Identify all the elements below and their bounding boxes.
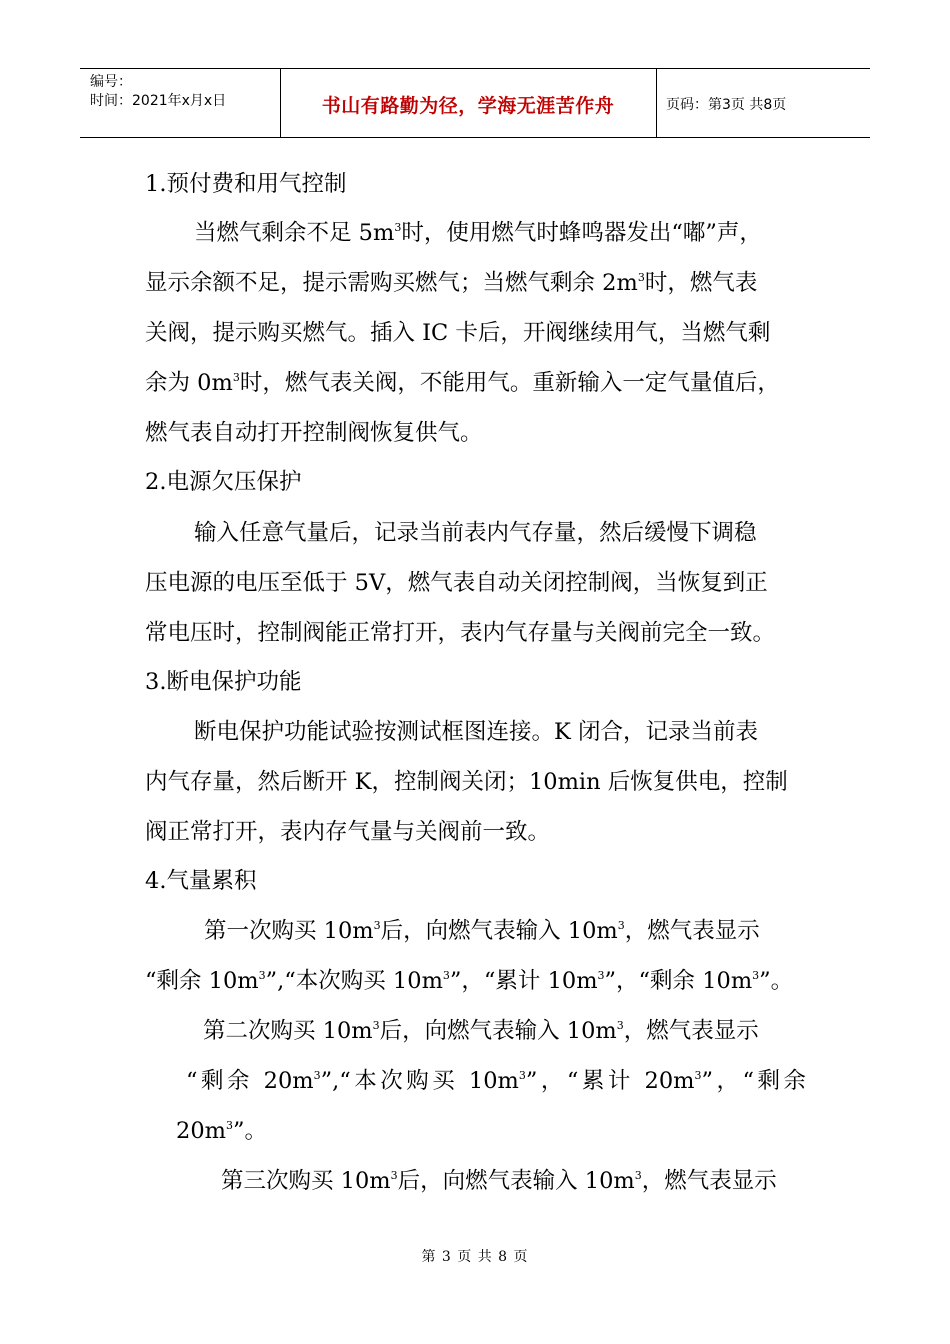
header-meta xyxy=(90,73,226,111)
paragraph-line: 第一次购买 $10m^3$后，向燃气表输入 $10m^3$，燃气表显示 xyxy=(204,918,760,944)
paragraph-line: 常电压时，控制阀能正常打开，表内气存量与关阀前完全一致。 xyxy=(145,620,776,646)
paragraph-line: 断电保护功能试验按测试框图连接。K 闭合，记录当前表 xyxy=(194,719,758,745)
paragraph-line: 第三次购买 $10m^3$后，向燃气表输入 $10m^3$，燃气表显示 xyxy=(221,1168,777,1194)
header-motto: 书山有路勤为径，学海无涯苦作舟 xyxy=(321,95,615,117)
page-footer: 第 3 页 共 8 页 xyxy=(421,1249,529,1265)
paragraph-line: 当燃气剩余不足 $5m^3$时，使用燃气时蜂鸣器发出“嘟”声， xyxy=(194,220,762,246)
paragraph-line: 压电源的电压至低于 5V，燃气表自动关闭控制阀，当恢复到正 xyxy=(145,570,768,596)
paragraph-line: 余为 $0m^3$时，燃气表关阀，不能用气。重新输入一定气量值后， xyxy=(145,370,780,396)
paragraph-line: 第二次购买 $10m^3$后，向燃气表输入 $10m^3$，燃气表显示 xyxy=(203,1018,759,1044)
header-page-info: 页码：第3页 共8页 xyxy=(666,97,787,113)
paragraph-line: 内气存量，然后断开 K，控制阀关闭；10min 后恢复供电，控制 xyxy=(145,769,788,795)
document-date: 时间：2021年x月x日 xyxy=(90,93,227,109)
section-heading: 3.断电保护功能 xyxy=(145,669,302,695)
paragraph-line: 显示余额不足，提示需购买燃气；当燃气剩余 $2m^3$时，燃气表 xyxy=(145,270,758,296)
paragraph-line: “剩余 $10m^3”,“$本次购买 $10m^3$”，“累计 $10m^3$”，“剩余 $10m^3$”。 xyxy=(145,968,794,994)
paragraph-line: 关阀，提示购买燃气。插入 IC 卡后，开阀继续用气，当燃气剩 xyxy=(145,320,771,346)
paragraph-line: 输入任意气量后，记录当前表内气存量，然后缓慢下调稳 xyxy=(194,520,757,546)
paragraph-line: 阀正常打开，表内存气量与关阀前一致。 xyxy=(145,819,551,845)
paragraph-line: “剩余 $20m^3”,“$本次购买 $10m^3$”，“累计 $20m^3$”，“剩余 xyxy=(186,1068,806,1094)
paragraph-line: 燃气表自动打开控制阀恢复供气。 xyxy=(145,420,483,446)
page-header xyxy=(80,68,870,138)
section-heading: 2.电源欠压保护 xyxy=(145,469,302,495)
document-number-label: 编号： xyxy=(90,74,132,90)
section-heading: 4.气量累积 xyxy=(145,868,257,894)
header-divider xyxy=(656,69,657,137)
section-heading: 1.预付费和用气控制 xyxy=(145,171,347,197)
paragraph-line: $20m^3$”。 xyxy=(176,1118,267,1144)
